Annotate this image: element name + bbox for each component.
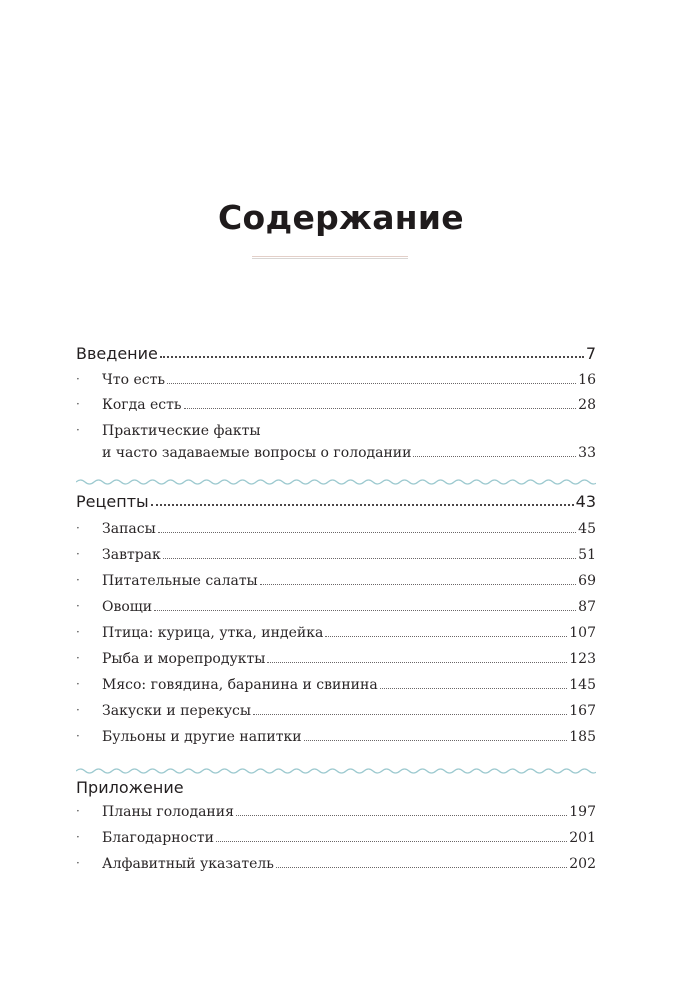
bullet-icon: ·	[76, 651, 80, 665]
bullet-icon: ·	[76, 830, 80, 844]
bullet-icon: ·	[76, 599, 80, 613]
bullet-icon: ·	[76, 729, 80, 743]
item-label: Рыба и морепродукты	[102, 651, 266, 667]
item-label: Питательные салаты	[102, 573, 258, 589]
section-label: Введение	[76, 344, 158, 363]
bullet-icon: ·	[76, 856, 80, 870]
page-title: Содержание	[218, 198, 464, 237]
bullet-icon: ·	[76, 804, 80, 818]
item-label: Алфавитный указатель	[102, 856, 274, 872]
dot-leader	[253, 713, 567, 715]
wavy-divider	[76, 478, 596, 486]
dot-leader	[304, 739, 568, 741]
item-label: и часто задаваемые вопросы о голодании	[102, 445, 412, 461]
item-label: Овощи	[102, 599, 153, 615]
item-label: Планы голодания	[102, 804, 234, 820]
bullet-icon: ·	[76, 372, 80, 386]
dot-leader	[163, 557, 576, 559]
bullet-icon: ·	[76, 573, 80, 587]
item-label-line1: Практические факты	[102, 423, 261, 439]
page-number: 123	[569, 651, 596, 667]
bullet-icon: ·	[76, 625, 80, 639]
bullet-icon: ·	[76, 703, 80, 717]
item-label: Что есть	[102, 372, 165, 388]
item-label: Бульоны и другие напитки	[102, 729, 302, 745]
toc-section-introduction[interactable]	[76, 344, 596, 363]
page-number: 7	[585, 344, 596, 363]
page-number: 145	[569, 677, 596, 693]
dot-leader	[167, 382, 576, 384]
page-number: 107	[569, 625, 596, 641]
section-label: Рецепты	[76, 492, 149, 511]
page-number: 43	[575, 492, 596, 511]
page-number: 87	[578, 599, 596, 615]
dot-leader	[413, 455, 576, 457]
section-label: Приложение	[76, 778, 184, 797]
item-label: Запасы	[102, 521, 156, 537]
page-number: 28	[578, 397, 596, 413]
bullet-icon: ·	[76, 397, 80, 411]
dot-leader	[236, 814, 567, 816]
page-number: 202	[569, 856, 596, 872]
toc-section-appendix[interactable]	[76, 778, 596, 797]
dot-leader	[158, 531, 576, 533]
page-number: 201	[569, 830, 596, 846]
bullet-icon: ·	[76, 547, 80, 561]
dot-leader	[276, 866, 567, 868]
dot-leader	[260, 583, 576, 585]
bullet-icon: ·	[76, 521, 80, 535]
item-label: Когда есть	[102, 397, 182, 413]
dot-leader	[267, 661, 567, 663]
title-underline	[252, 256, 408, 259]
wavy-divider	[76, 767, 596, 775]
page-number: 16	[578, 372, 596, 388]
bullet-icon: ·	[76, 423, 80, 437]
page-number: 197	[569, 804, 596, 820]
page-number: 51	[578, 547, 596, 563]
dot-leader	[151, 503, 574, 506]
item-label: Мясо: говядина, баранина и свинина	[102, 677, 378, 693]
dot-leader	[380, 687, 568, 689]
page-number: 45	[578, 521, 596, 537]
item-label: Птица: курица, утка, индейка	[102, 625, 324, 641]
page-number: 167	[569, 703, 596, 719]
page-number: 185	[569, 729, 596, 745]
item-label: Закуски и перекусы	[102, 703, 252, 719]
dot-leader	[154, 609, 576, 611]
toc-section-recipes[interactable]	[76, 492, 596, 511]
dot-leader	[325, 635, 567, 637]
page-number: 33	[578, 445, 596, 461]
dot-leader	[216, 840, 567, 842]
page-number: 69	[578, 573, 596, 589]
item-label: Благодарности	[102, 830, 214, 846]
item-label: Завтрак	[102, 547, 161, 563]
dot-leader	[184, 407, 577, 409]
bullet-icon: ·	[76, 677, 80, 691]
dot-leader	[160, 355, 584, 358]
